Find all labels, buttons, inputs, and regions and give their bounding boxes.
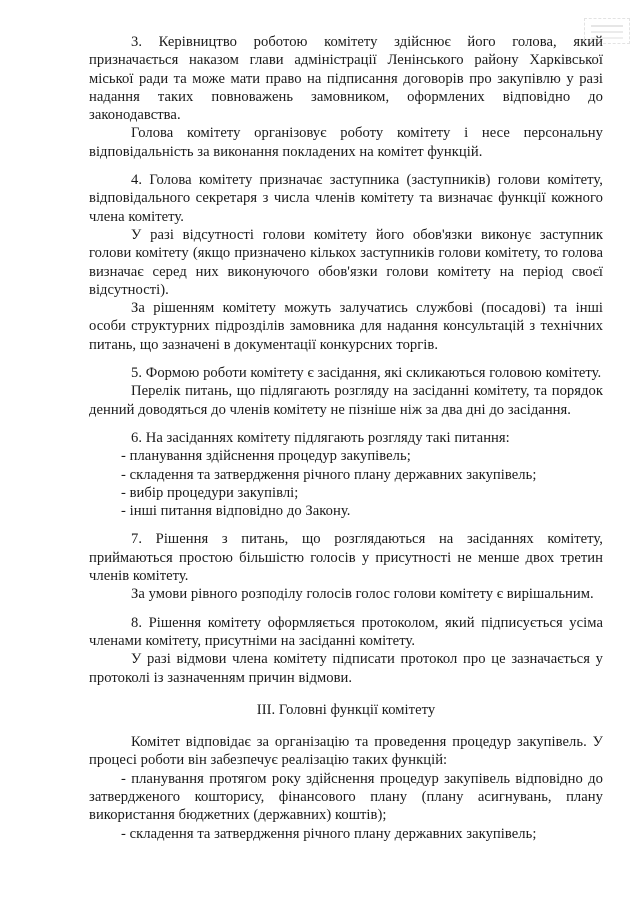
- paragraph-4-deputies: 4. Голова комітету призначає заступника (заступників) голови комітету, відповідального секретаря з числа членів комітету та визначає функції кожного члена комітету.: [89, 172, 603, 225]
- paragraph-8-protocol: 8. Рішення комітету оформляється протоколом, який підписується усіма членами комітету, присутніми на засіданні комітету.: [89, 614, 603, 649]
- list-item: - планування протягом року здійснення процедур закупівель відповідно до затвердженого кошторису, фінансового плану (плану асигнувань, плану використання бюджетних (державних) коштів);: [89, 770, 603, 824]
- paragraph-tie-vote: За умови рівного розподілу голосів голос голови комітету є вирішальним.: [131, 586, 594, 603]
- paragraph-agenda: Перелік питань, що підлягають розгляду на засіданні комітету, та порядок денний доводяться до членів комітету не пізніше ніж за два дні до засідання.: [89, 383, 603, 418]
- paragraph-5-meetings: 5. Формою роботи комітету є засідання, які скликаються головою комітету.: [131, 365, 602, 382]
- paragraph-consultants: За рішенням комітету можуть залучатись службові (посадові) та інші особи структурних підрозділів замовника для надання консультацій з технічних питань, що зазначені в документації конкурсних торгів.: [89, 300, 603, 353]
- list-item: - складення та затвердження річного плану державних закупівель;: [121, 466, 537, 483]
- document-body: [89, 33, 603, 843]
- section-heading: ІІІ. Головні функції комітету: [256, 701, 436, 718]
- list-item: - планування здійснення процедур закупівель;: [121, 448, 411, 465]
- list-item: - вибір процедури закупівлі;: [121, 484, 299, 501]
- paragraph-7-decisions: 7. Рішення з питань, що розглядаються на засіданнях комітету, приймаються простою більшістю голосів у присутності не менше двох третин членів комітету.: [89, 531, 603, 585]
- paragraph-6-topics: 6. На засіданнях комітету підлягають розгляду такі питання:: [131, 429, 510, 446]
- paragraph-chair-responsibility: Голова комітету організовує роботу комітету і несе персональну відповідальність за виконання покладених на комітет функцій.: [89, 125, 603, 160]
- paragraph-3-leadership: 3. Керівництво роботою комітету здійснює його голова, який призначається наказом глави адміністрації Ленінського району Харківської міської ради та може мати право на підписання договорів про закупівлю у разі надання таких повноважень замовником, оформлених відповідно до законодавства.: [89, 34, 603, 124]
- paragraph-chair-absence: У разі відсутності голови комітету його обов'язки виконує заступник голови комітету (якщо призначено кількох заступників голови комітету, то голова визначає серед них виконуючого обов'язки голови комітету на період своєї відсутності).: [89, 226, 603, 298]
- list-item: - інші питання відповідно до Закону.: [121, 503, 351, 520]
- paragraph-section-intro: Комітет відповідає за організацію та проведення процедур закупівель. У процесі роботи він забезпечує реалізацію таких функцій:: [89, 734, 603, 769]
- list-item: - складення та затвердження річного плану державних закупівель;: [121, 825, 537, 842]
- paragraph-refusal: У разі відмови члена комітету підписати протокол про це зазначається у протоколі із зазначенням причин відмови.: [89, 651, 603, 686]
